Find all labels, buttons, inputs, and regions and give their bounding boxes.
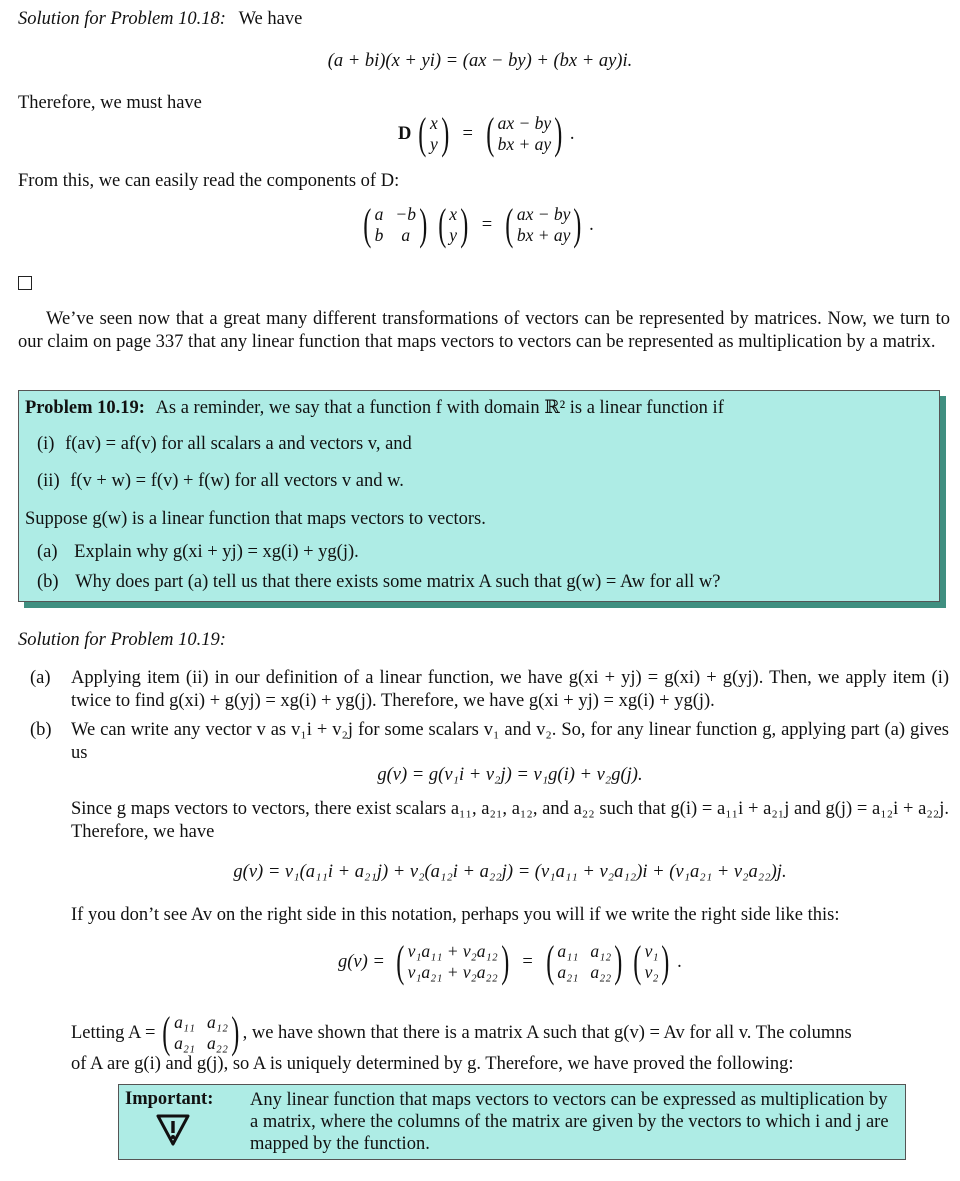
matrix-a-inline-m22: a₂₂ bbox=[207, 1033, 228, 1053]
g-v-lhs: g(v) = bbox=[338, 951, 385, 972]
qed-square-icon bbox=[18, 276, 32, 290]
problem-part-a bbox=[37, 542, 359, 563]
matrix-d-m22: a bbox=[401, 225, 411, 245]
vector-xy-2-top: x bbox=[449, 204, 458, 224]
equation-d-matrix bbox=[360, 200, 594, 249]
important-box bbox=[118, 1084, 906, 1160]
vector-xy-bottom: y bbox=[430, 134, 438, 154]
problem-item-i-label: (i) bbox=[37, 434, 55, 454]
column-vector-bottom: v₁a₂₁ + v₂a₂₂ bbox=[407, 962, 498, 982]
period: . bbox=[569, 123, 575, 144]
therefore-text: Therefore, we must have bbox=[18, 93, 202, 113]
problem-part-a-label: (a) bbox=[37, 542, 58, 562]
equation-d-vector bbox=[398, 109, 575, 158]
vector-xy-top: x bbox=[430, 113, 438, 133]
matrix-a-m21: a₂₁ bbox=[557, 962, 579, 982]
vector-v: ( v₁ v₂ ) bbox=[633, 937, 670, 986]
matrix-d-m11: a bbox=[374, 204, 384, 224]
matrix-a-inline-m11: a₁₁ bbox=[174, 1012, 196, 1032]
matrix-a-inline-m21: a₂₁ bbox=[174, 1033, 196, 1053]
vector-result-2-bottom: bx + ay bbox=[516, 225, 571, 245]
important-text: Any linear function that maps vectors to vectors can be expressed as multiplication by a matrix, where the columns of the matrix are given by the vectors to which i and j are mapped by the function. bbox=[250, 1090, 889, 1154]
equation-g-v-expansion: g(v) = g(v₁i + v₂j) = v₁g(i) + v₂g(j). bbox=[377, 765, 643, 785]
equals-sign: = bbox=[462, 123, 473, 144]
equals-sign-2: = bbox=[481, 214, 493, 235]
matrix-a-m11: a₁₁ bbox=[557, 941, 579, 961]
vector-xy-2-bottom: y bbox=[449, 225, 458, 245]
warning-icon bbox=[155, 1113, 191, 1147]
vector-xy-2: ( x y ) bbox=[437, 200, 469, 249]
vector-result-bottom: bx + ay bbox=[497, 134, 552, 154]
vector-result-2-top: ax − by bbox=[516, 204, 571, 224]
vector-v-top: v₁ bbox=[644, 941, 659, 961]
matrix-d: ( a −b b a ) bbox=[363, 200, 428, 249]
matrix-a-inline-m12: a₁₂ bbox=[207, 1012, 228, 1032]
matrix-a-inline: ( a₁₁ a₁₂ a₂₁ a₂₂ ) bbox=[162, 1008, 240, 1057]
problem-1019-intro: As a reminder, we say that a function f with domain ℝ² is a linear function if bbox=[155, 398, 724, 418]
solution-part-a-label: (a) bbox=[30, 668, 51, 688]
problem-suppose: Suppose g(w) is a linear function that maps vectors to vectors. bbox=[25, 509, 486, 529]
problem-part-b-label: (b) bbox=[37, 572, 59, 592]
problem-item-ii-text: f(v + w) = f(v) + f(w) for all vectors v and w. bbox=[70, 471, 404, 491]
problem-1019-label: Problem 10.19: bbox=[25, 398, 145, 418]
letting-suffix: , we have shown that there is a matrix A such that g(v) = Av for all v. The columns bbox=[242, 1022, 852, 1043]
solution-part-b-text-1: We can write any vector v as v₁i + v₂j for some scalars v₁ and v₂. So, for any linear function g, applying part (a) gives us bbox=[71, 720, 949, 763]
solution-1018-heading: Solution for Problem 10.18: bbox=[18, 9, 226, 29]
problem-item-ii-label: (ii) bbox=[37, 471, 60, 491]
solution-part-b-label: (b) bbox=[30, 720, 52, 740]
problem-item-i bbox=[37, 434, 412, 455]
period-3: . bbox=[677, 951, 682, 972]
solution-1018-intro: We have bbox=[238, 9, 303, 29]
problem-part-b-text: Why does part (a) tell us that there exists some matrix A such that g(w) = Aw for all w? bbox=[75, 572, 721, 592]
matrix-a: ( a₁₁ a₁₂ a₂₁ a₂₂ ) bbox=[546, 937, 623, 986]
letting-a-line bbox=[71, 1008, 852, 1057]
equals-sign-3: = bbox=[522, 951, 533, 972]
transformations-paragraph: We’ve seen now that a great many different transformations of vectors can be represented by matrices. Now, we turn to our claim on page 337 that any linear function that maps vectors to vectors can be represented as multiplication by a matrix. bbox=[18, 309, 950, 352]
vector-result: ( ax − by bx + ay ) bbox=[486, 109, 563, 158]
equation-g-v-coefficients: g(v) = v₁(a₁₁i + a₂₁j) + v₂(a₁₂i + a₂₂j) = (v₁a₁₁ + v₂a₁₂)i + (v₁a₂₁ + v₂a₂₂)j. bbox=[233, 862, 787, 882]
important-label: Important: bbox=[125, 1089, 214, 1109]
period-2: . bbox=[589, 214, 594, 235]
solution-part-a-text: Applying item (ii) in our definition of a linear function, we have g(xi + yj) = g(xi) + g(yj). Then, we apply item (i) twice to find g(xi) + g(yj) = xg(i) + yg(j). Therefore, we have g(xi + yj) = xg(i) + yg(j). bbox=[71, 668, 949, 711]
problem-part-b bbox=[37, 572, 721, 593]
vector-v-bottom: v₂ bbox=[644, 962, 659, 982]
column-vector-g-v: ( v₁a₁₁ + v₂a₁₂ v₁a₂₁ + v₂a₂₂ ) bbox=[396, 937, 510, 986]
vector-xy: ( x y ) bbox=[418, 109, 450, 158]
vector-result-2: ( ax − by bx + ay ) bbox=[505, 200, 582, 249]
matrix-a-m22: a₂₂ bbox=[590, 962, 612, 982]
solution-part-b-text-3: If you don’t see Av on the right side in this notation, perhaps you will if we write the right side like this: bbox=[71, 905, 840, 925]
problem-1019-box bbox=[18, 390, 940, 602]
matrix-a-m12: a₁₂ bbox=[590, 941, 612, 961]
vector-result-top: ax − by bbox=[497, 113, 552, 133]
matrix-d-m21: b bbox=[374, 225, 384, 245]
matrix-d-symbol: D bbox=[398, 123, 412, 144]
problem-item-i-text: f(av) = af(v) for all scalars a and vectors v, and bbox=[65, 434, 412, 454]
problem-part-a-text: Explain why g(xi + yj) = xg(i) + yg(j). bbox=[74, 542, 359, 562]
equation-g-v-matrix-form bbox=[338, 937, 682, 986]
problem-1019-intro-line bbox=[25, 397, 724, 419]
read-components-text: From this, we can easily read the components of D: bbox=[18, 171, 400, 191]
letting-prefix: Letting A = bbox=[71, 1022, 156, 1043]
matrix-d-m12: −b bbox=[395, 204, 416, 224]
problem-item-ii bbox=[37, 471, 404, 492]
column-vector-top: v₁a₁₁ + v₂a₁₂ bbox=[407, 941, 498, 961]
solution-1019-heading: Solution for Problem 10.19: bbox=[18, 630, 226, 650]
equation-complex-product: (a + bi)(x + yi) = (ax − by) + (bx + ay)i. bbox=[327, 51, 633, 71]
solution-1018-heading-line bbox=[18, 9, 302, 30]
letting-line-2: of A are g(i) and g(j), so A is uniquely determined by g. Therefore, we have proved the following: bbox=[71, 1054, 794, 1074]
solution-part-b-text-2: Since g maps vectors to vectors, there exist scalars a₁₁, a₂₁, a₁₂, and a₂₂ such that g(i) = a₁₁i + a₂₁j and g(j) = a₁₂i + a₂₂j. Therefore, we have bbox=[71, 799, 949, 842]
